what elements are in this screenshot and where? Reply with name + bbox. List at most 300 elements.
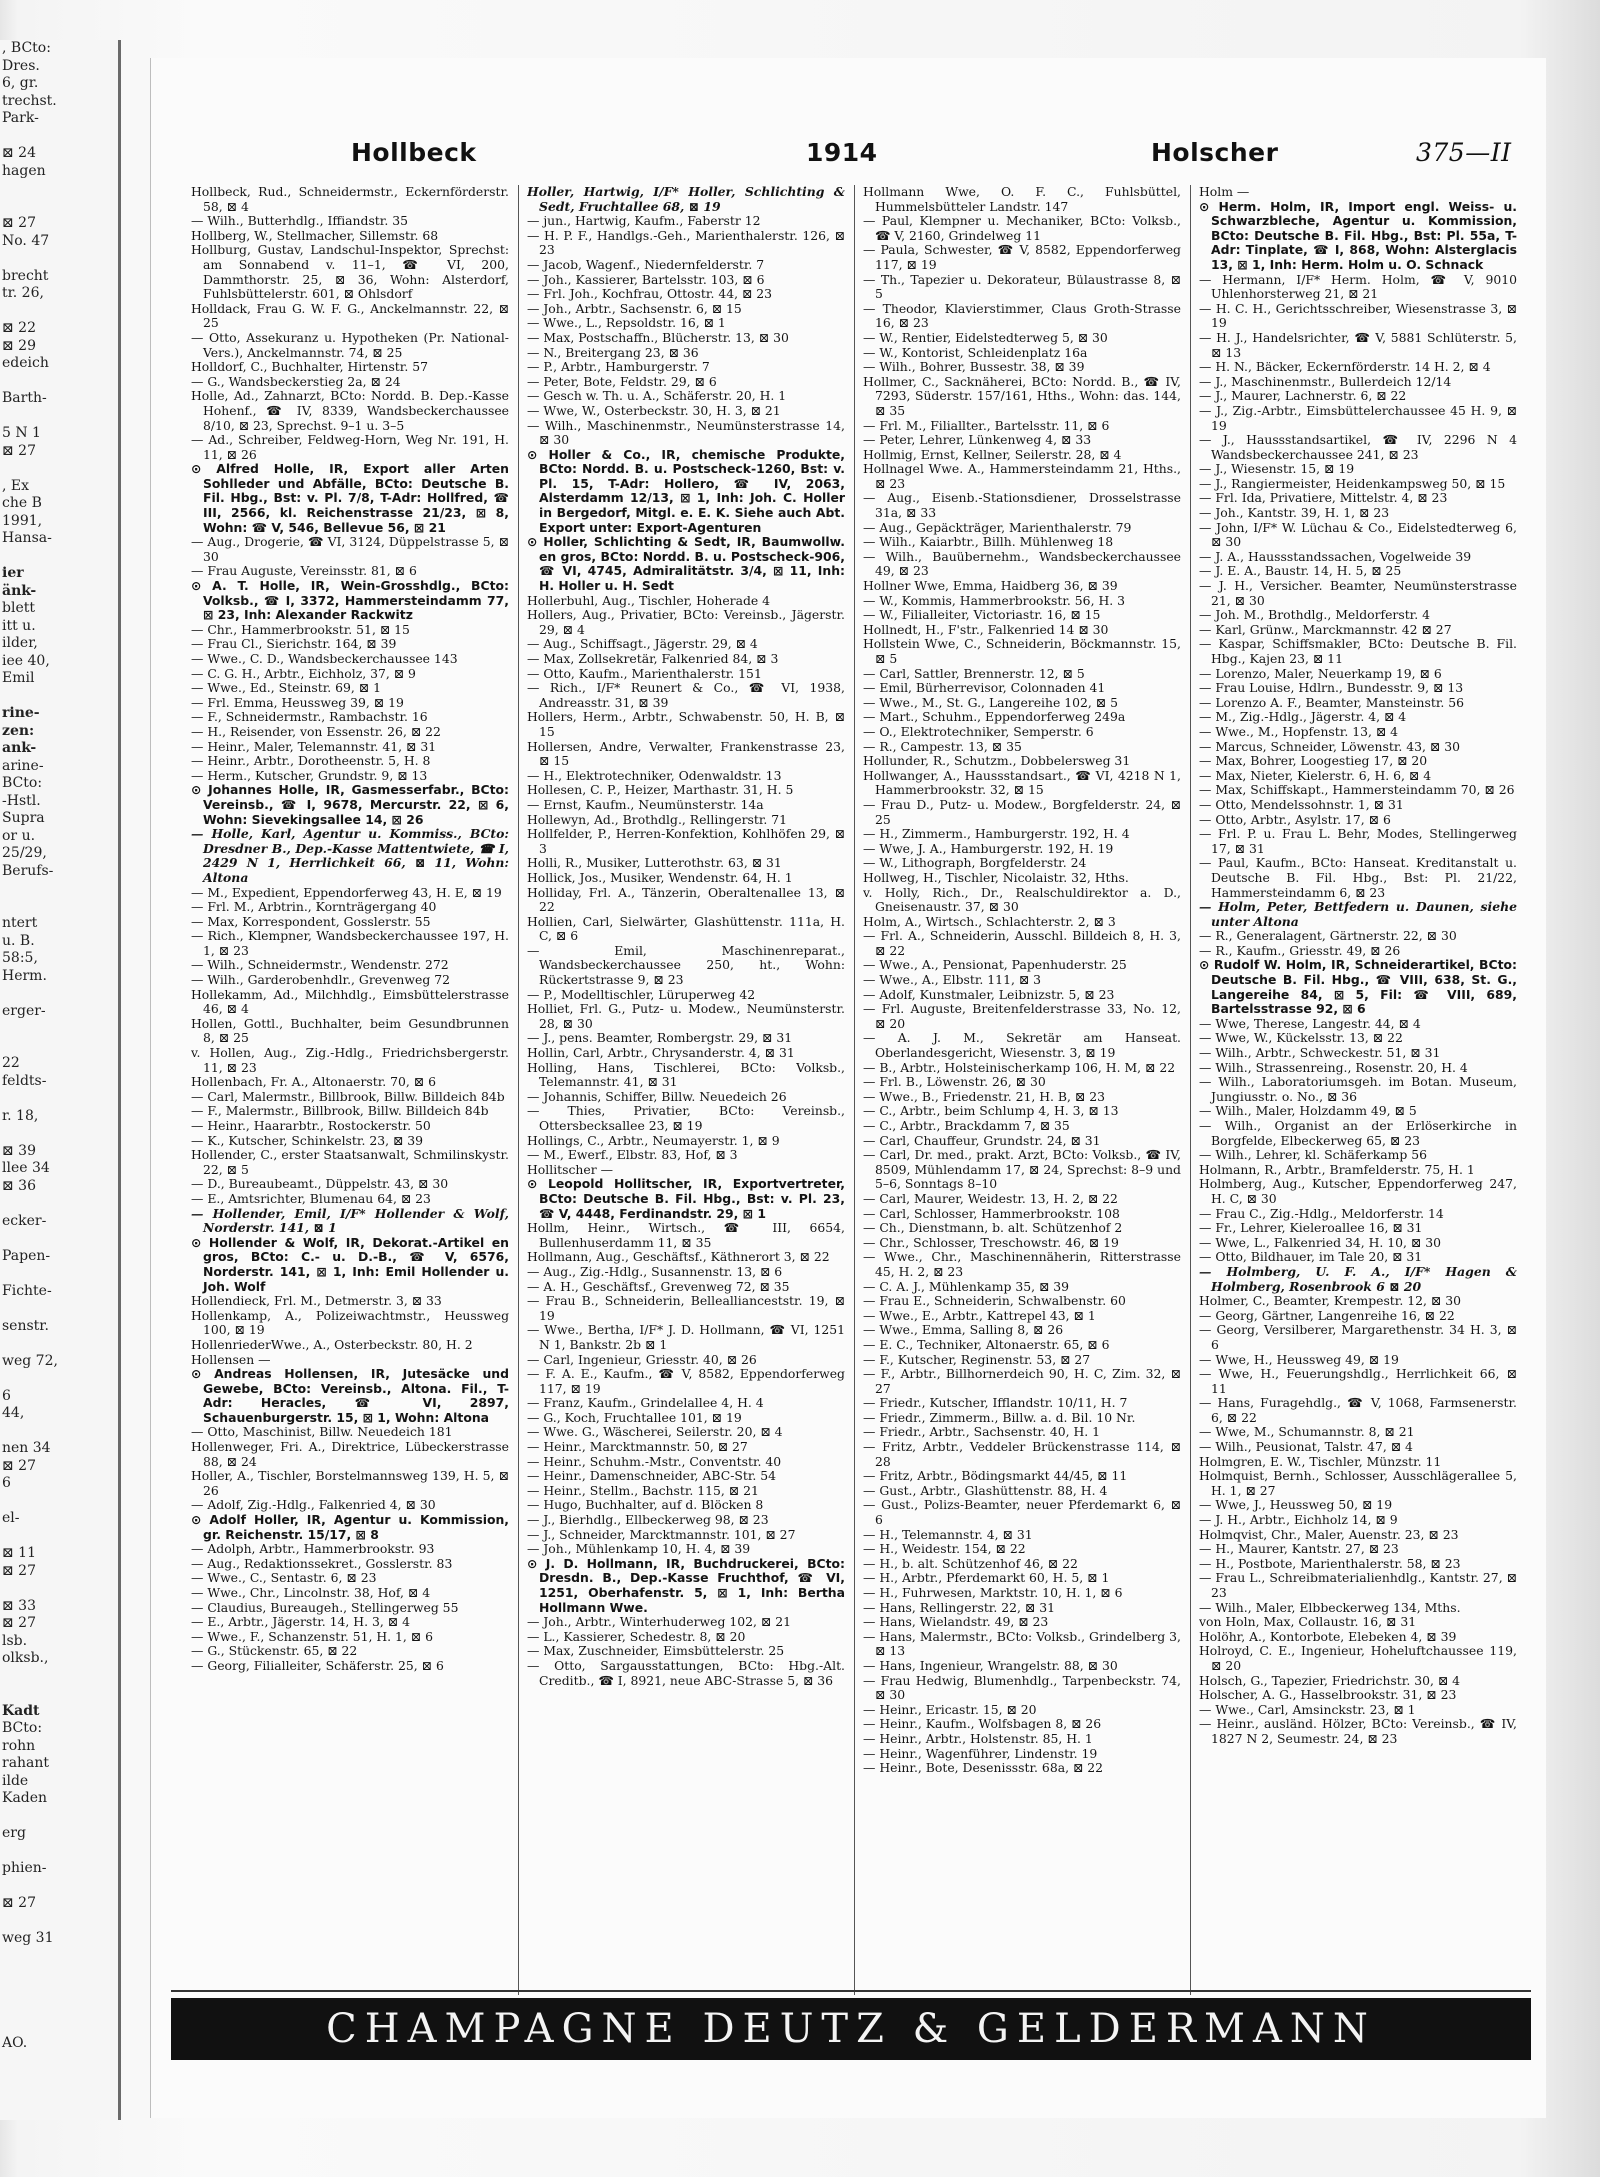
directory-entry: — Wwe., A., Elbstr. 111, ⊠ 3 <box>863 972 1042 988</box>
directory-entry: — Wwe, J., Heussweg 50, ⊠ 19 <box>1199 1497 1393 1513</box>
facing-page-fragment: hagen <box>2 162 46 179</box>
directory-entry: Holm — <box>1199 185 1250 199</box>
facing-page-fragment: erg <box>2 1825 26 1841</box>
directory-entry: Holmquist, Bernh., Schlosser, Ausschlägerallee 5, H. 1, ⊠ 27 <box>1199 1468 1517 1498</box>
directory-entry: — Otto, Mendelssohnstr. 1, ⊠ 31 <box>1199 796 1404 812</box>
directory-entry: — C., Arbtr., Brackdamm 7, ⊠ 35 <box>863 1118 1070 1133</box>
directory-entry: — Wwe., F., Schanzenstr. 51, H. 1, ⊠ 6 <box>191 1628 433 1644</box>
directory-entry: — Wwe, H., Heussweg 49, ⊠ 19 <box>1199 1351 1399 1367</box>
directory-entry: — J., Maurer, Lachnerstr. 6, ⊠ 22 <box>1199 388 1407 404</box>
directory-entry: ⊙ Holler, Schlichting & Sedt, IR, Baumwollw. en gros, BCto: Nordd. B. u. Postscheck-906, ☎ VI, 4745, Admiralitätstr. 3/4, ⊠ 11, Inh: H. Holler u. H. Sedt <box>527 534 845 594</box>
directory-entry: — Heinr., Wagenführer, Lindenstr. 19 <box>863 1745 1098 1761</box>
facing-page-fragment: erger- <box>2 1002 46 1019</box>
facing-page-fragment <box>0 1685 118 1703</box>
directory-entry: Holli, R., Musiker, Lutterothstr. 63, ⊠ 31 <box>527 855 782 871</box>
directory-entry: — H., Zimmerm., Hamburgerstr. 192, H. 4 <box>863 826 1130 842</box>
directory-entry: Holldorf, C., Buchhalter, Hirtenstr. 57 <box>191 359 428 375</box>
facing-page-fragment: ier <box>2 565 24 581</box>
directory-entry: — Heinr., Ericastr. 15, ⊠ 20 <box>863 1701 1037 1717</box>
facing-page-fragment <box>0 1300 118 1318</box>
facing-page-fragment: itt u. <box>2 617 36 634</box>
directory-entry: Holroyd, C. E., Ingenieur, Hoheluftchaussee 119, ⊠ 20 <box>1199 1643 1517 1673</box>
directory-entry: — Claudius, Bureaugeh., Stellingerweg 55 <box>191 1599 459 1615</box>
facing-page-fragment <box>0 548 118 566</box>
directory-entry: — Wilh., Lehrer, kl. Schäferkamp 56 <box>1199 1147 1428 1163</box>
directory-entry: — Wwe., Ed., Steinstr. 69, ⊠ 1 <box>191 680 381 696</box>
directory-entry: — Wwe., Bertha, I/F* J. D. Hollmann, ☎ VI, 1251 N 1, Bankstr. 2b ⊠ 1 <box>527 1322 845 1352</box>
directory-entry: — Wwe, W., Kückelsstr. 13, ⊠ 22 <box>1199 1030 1403 1046</box>
directory-entry: — Otto, Arbtr., Asylstr. 17, ⊠ 6 <box>1199 811 1391 827</box>
directory-entry: — Carl, Maurer, Weidestr. 13, H. 2, ⊠ 22 <box>863 1190 1118 1206</box>
directory-entry: ⊙ A. T. Holle, IR, Wein-Grosshdlg., BCto: Volksb., ☎ I, 3372, Hammersteindamm 77, ⊠ 23, Inh: Alexander Rackwitz <box>191 578 509 623</box>
directory-entry: — Aug., Zig.-Hdlg., Susannenstr. 13, ⊠ 6 <box>527 1263 783 1279</box>
page-number: 375—II <box>1416 138 1512 167</box>
directory-entry: ⊙ Johannes Holle, IR, Gasmesserfabr., BCto: Vereinsb., ☎ I, 9678, Mercurstr. 22, ⊠ 6, Wohn: Sievekingsallee 14, ⊠ 26 <box>191 782 509 827</box>
facing-page-fragment: Fichte- <box>2 1282 52 1299</box>
directory-entry: — Max, Bohrer, Loogestieg 17, ⊠ 20 <box>1199 753 1428 769</box>
facing-page-fragment <box>0 1913 118 1931</box>
directory-entry: — Carl, Chauffeur, Grundstr. 24, ⊠ 31 <box>863 1132 1101 1148</box>
directory-entry: — Max, Nieter, Kielerstr. 6, H. 6, ⊠ 4 <box>1199 767 1432 783</box>
directory-entry: — Wilh., Butterhdlg., Iffiandstr. 35 <box>191 213 408 229</box>
facing-page-fragment <box>0 1493 118 1511</box>
directory-entry: Hollmann Wwe, O. F. C., Fuhlsbüttel, Hummelsbütteler Landstr. 147 <box>863 185 1181 214</box>
directory-entry: — Wwe, W., Osterbeckstr. 30, H. 3, ⊠ 21 <box>527 402 781 418</box>
directory-entry: — Heinr., Schuhm.-Mstr., Conventstr. 40 <box>527 1453 782 1469</box>
directory-entry: — Frl. P. u. Frau L. Behr, Modes, Stellingerweg 17, ⊠ 31 <box>1199 826 1517 856</box>
directory-entry: — Adolph, Arbtr., Hammerbrookstr. 93 <box>191 1541 435 1557</box>
facing-page-fragment <box>0 1528 118 1546</box>
directory-entry: — H., Elektrotechniker, Odenwaldstr. 13 <box>527 767 782 783</box>
facing-page-fragment: AO. <box>2 2035 28 2051</box>
directory-entry: — Otto, Kaufm., Marienthalerstr. 151 <box>527 665 762 681</box>
directory-entry: — Paul, Kaufm., BCto: Hanseat. Kreditanstalt u. Deutsche B. Fil. Hbg., Bst: Pl. 21/22, Hammersteindamm 6, ⊠ 23 <box>1199 855 1517 900</box>
directory-entry: — G., Koch, Fruchtallee 101, ⊠ 19 <box>527 1409 742 1425</box>
directory-entry: — F., Arbtr., Billhornerdeich 90, H. C, Zim. 32, ⊠ 27 <box>863 1366 1181 1396</box>
directory-entry: HollenriederWwe., A., Osterbeckstr. 80, H. 2 <box>191 1336 473 1352</box>
facing-page-fragment <box>0 408 118 426</box>
directory-entry: — Wwe., E., Arbtr., Kattrepel 43, ⊠ 1 <box>863 1307 1096 1323</box>
facing-page-fragment: Herm. <box>2 967 47 984</box>
directory-entry: — Joh., Mühlenkamp 10, H. 4, ⊠ 39 <box>527 1541 751 1557</box>
facing-page-fragment: ecker- <box>2 1212 47 1229</box>
directory-entry: — J., Rangiermeister, Heidenkampsweg 50, ⊠ 15 <box>1199 475 1506 491</box>
running-header <box>151 138 1546 178</box>
directory-entry: — Frl. Auguste, Breitenfelderstrasse 33, No. 12, ⊠ 20 <box>863 1001 1181 1031</box>
directory-entry: — Adolf, Kunstmaler, Leibnizstr. 5, ⊠ 23 <box>863 986 1115 1002</box>
facing-page-fragment: ⊠ 27 <box>2 1615 36 1631</box>
facing-page-fragment <box>0 1948 118 1966</box>
facing-page-fragment: r. 18, <box>2 1107 39 1124</box>
facing-page-fragment: Hansa- <box>2 530 52 546</box>
directory-entry: ⊙ Andreas Hollensen, IR, Jutesäcke und Gewebe, BCto: Vereinsb., Altona. Fil., T-Adr: Heracles, ☎ VI, 2897, Schauenburgerstr. 15, ⊠ 1, Wohn: Altona <box>191 1366 509 1425</box>
directory-entry: — P., Modelltischler, Lüruperweg 42 <box>527 986 756 1002</box>
facing-page-fragment: tr. 26, <box>2 285 44 301</box>
facing-page-fragment: 6 <box>2 1387 11 1404</box>
directory-entry: — W., Kontorist, Schleidenplatz 16a <box>863 344 1088 360</box>
directory-entry: — Peter, Lehrer, Lünkenweg 4, ⊠ 33 <box>863 432 1092 448</box>
directory-entry: — K., Kutscher, Schinkelstr. 23, ⊠ 39 <box>191 1132 424 1148</box>
facing-page-fragment: , Ex <box>2 477 30 494</box>
directory-entry: — H., Reisender, von Essenstr. 26, ⊠ 22 <box>191 723 441 739</box>
directory-entry: — Joh., Arbtr., Sachsenstr. 6, ⊠ 15 <box>527 300 742 316</box>
directory-entry: — H. P. F., Handlgs.-Geh., Marienthalerstr. 126, ⊠ 23 <box>527 227 845 258</box>
advertisement-banner: CHAMPAGNE DEUTZ & GELDERMANN <box>171 1998 1531 2060</box>
directory-entry: — Frl. M., Filiallter., Bartelsstr. 11, ⊠ 6 <box>863 417 1110 433</box>
directory-entry: — Frau B., Schneiderin, Belleallianceststr. 19, ⊠ 19 <box>527 1293 845 1323</box>
directory-entry: — Frau C., Zig.-Hdlg., Meldorferstr. 14 <box>1199 1205 1444 1221</box>
directory-entry: — Wilh., Organist an der Erlöserkirche in Borgfelde, Elbeckerweg 65, ⊠ 23 <box>1199 1118 1517 1148</box>
directory-entry: — Ad., Schreiber, Feldweg-Horn, Weg Nr. 191, H. 11, ⊠ 26 <box>191 432 509 462</box>
directory-entry: — D., Bureaubeamt., Düppelstr. 43, ⊠ 30 <box>191 1176 449 1192</box>
directory-entry: — Aug., Gepäckträger, Marienthalerstr. 79 <box>863 519 1132 535</box>
directory-entry: Hollitscher — <box>527 1161 613 1177</box>
facing-page-fragment: ilde <box>2 1772 29 1789</box>
column-divider <box>518 185 519 1995</box>
directory-entry: — John, I/F* W. Lüchau & Co., Eidelstedterweg 6, ⊠ 30 <box>1199 519 1517 550</box>
directory-entry: — J., pens. Beamter, Rombergstr. 29, ⊠ 31 <box>527 1030 793 1046</box>
directory-entry: — Kaspar, Schiffsmakler, BCto: Deutsche B. Fil. Hbg., Kajen 23, ⊠ 11 <box>1199 636 1517 666</box>
directory-entry: — Fr., Lehrer, Kieleroallee 16, ⊠ 31 <box>1199 1220 1423 1236</box>
directory-entry: — Wwe., L., Repsoldstr. 16, ⊠ 1 <box>527 315 726 331</box>
facing-page-fragment: 6 <box>2 1475 11 1491</box>
facing-page-fragment <box>0 1983 118 2001</box>
facing-page-fragment: Berufs- <box>2 862 54 879</box>
directory-entry: — W., Lithograph, Borgfelderstr. 24 <box>863 855 1087 871</box>
directory-entry: — Carl, Dr. med., prakt. Arzt, BCto: Volksb., ☎ IV, 8509, Mühlendamm 17, ⊠ 24, Sprechst: 8–9 und 5–6, Sonntags 8–10 <box>863 1147 1181 1192</box>
directory-entry: — H., b. alt. Schützenhof 46, ⊠ 22 <box>863 1555 1078 1571</box>
directory-entry: Holmer, C., Beamter, Krempestr. 12, ⊠ 30 <box>1199 1293 1461 1309</box>
facing-page-fragment: rine- <box>2 705 40 721</box>
directory-entry: — H., Postbote, Marienthalerstr. 58, ⊠ 23 <box>1199 1555 1461 1571</box>
directory-entry: — Frau D., Putz- u. Modew., Borgfelderstr. 24, ⊠ 25 <box>863 796 1181 827</box>
directory-entry: — J., Zig.-Arbtr., Eimsbüttelerchaussee 45 H. 9, ⊠ 19 <box>1199 402 1517 433</box>
directory-entry: — A. J. M., Sekretär am Hanseat. Oberlandesgericht, Wiesenstr. 3, ⊠ 19 <box>863 1030 1181 1061</box>
directory-entry: Holmqvist, Chr., Maler, Auenstr. 23, ⊠ 23 <box>1199 1526 1459 1542</box>
directory-entry: — Wwe. G., Wäscherei, Seilerstr. 20, ⊠ 4 <box>527 1424 783 1440</box>
directory-entry: — N., Breitergang 23, ⊠ 36 <box>527 344 699 360</box>
directory-entry: — Hugo, Buchhalter, auf d. Blöcken 8 <box>527 1497 764 1513</box>
facing-page-fragment: 5 N 1 <box>2 425 41 441</box>
directory-entry: — C. A. J., Mühlenkamp 35, ⊠ 39 <box>863 1278 1070 1294</box>
directory-entry: — H., Fuhrwesen, Marktstr. 10, H. 1, ⊠ 6 <box>863 1585 1123 1600</box>
facing-page-fragment: weg 31 <box>2 1930 54 1946</box>
directory-entry: — P., Arbtr., Hamburgerstr. 7 <box>527 359 710 375</box>
facing-page-fragment <box>0 985 118 1003</box>
facing-page-fragment: zen: <box>2 722 35 739</box>
directory-entry: Hollenkamp, A., Polizeiwachtmstr., Heussweg 100, ⊠ 19 <box>191 1307 509 1338</box>
directory-entry: — Heinr., Haararbtr., Rostockerstr. 50 <box>191 1118 431 1133</box>
directory-entry: — Joh., Kassierer, Bartelsstr. 103, ⊠ 6 <box>527 271 765 287</box>
directory-entry: — M., Expedient, Eppendorferweg 43, H. E, ⊠ 19 <box>191 884 502 900</box>
directory-entry: — J., Haussstandsartikel, ☎ IV, 2296 N 4 Wandsbeckerchaussee 241, ⊠ 23 <box>1199 432 1517 462</box>
directory-entry: — Holm, Peter, Bettfedern u. Daunen, siehe unter Altona <box>1199 899 1517 929</box>
directory-entry: — H., Arbtr., Pferdemarkt 60, H. 5, ⊠ 1 <box>863 1570 1110 1586</box>
directory-entry: — Heinr., ausländ. Hölzer, BCto: Vereinsb., ☎ IV, 1827 N 2, Seumestr. 24, ⊠ 23 <box>1199 1716 1517 1746</box>
facing-page-fragment <box>0 128 118 146</box>
directory-entry: — Th., Tapezier u. Dekorateur, Bülaustrasse 8, ⊠ 5 <box>863 271 1181 302</box>
facing-page-fragment: olksb., <box>2 1650 49 1666</box>
directory-entry: Holling, Hans, Tischlerei, BCto: Volksb., Telemannstr. 41, ⊠ 31 <box>527 1059 845 1090</box>
directory-entry: — Heinr., Bote, Desenissstr. 68a, ⊠ 22 <box>863 1760 1104 1776</box>
directory-entry: ⊙ Adolf Holler, IR, Agentur u. Kommission, gr. Reichenstr. 15/17, ⊠ 8 <box>191 1512 509 1542</box>
directory-entry: Hollmer, C., Sacknäherei, BCto: Nordd. B., ☎ IV, 7293, Süderstr. 157/161, Hths., Wohn: das. 144, ⊠ 35 <box>863 373 1181 418</box>
facing-page-fragment: Park- <box>2 110 39 126</box>
directory-entry: Holöhr, A., Kontorbote, Elebeken 4, ⊠ 39 <box>1199 1628 1457 1644</box>
facing-page-fragment: lsb. <box>2 1632 28 1649</box>
facing-page-fragment: llee 34 <box>2 1160 50 1176</box>
facing-page-fragment: el- <box>2 1510 20 1526</box>
facing-page-fragment <box>0 1965 118 1983</box>
directory-entry: — Aug., Drogerie, ☎ VI, 3124, Düppelstrasse 5, ⊠ 30 <box>191 534 509 564</box>
directory-entry: — Carl, Schlosser, Hammerbrookstr. 108 <box>863 1205 1120 1221</box>
facing-page-fragment: Dres. <box>2 57 40 74</box>
directory-entry: — Wwe., C., Sentastr. 6, ⊠ 23 <box>191 1570 377 1586</box>
directory-entry: ⊙ Hollender & Wolf, IR, Dekorat.-Artikel en gros, BCto: C.- u. D.-B., ☎ V, 6576, Norderstr. 141, ⊠ 1, Inh: Emil Hollender u. Joh. Wolf <box>191 1234 509 1294</box>
directory-entry: — Carl, Sattler, Brennerstr. 12, ⊠ 5 <box>863 665 1085 681</box>
directory-entry: — H., Telemannstr. 4, ⊠ 31 <box>863 1526 1033 1542</box>
directory-entry: — Frau Auguste, Vereinsstr. 81, ⊠ 6 <box>191 563 417 579</box>
facing-page-fragment: 1991, <box>2 512 43 529</box>
facing-page-fragment: ⊠ 27 <box>2 1562 36 1579</box>
facing-page-fragment <box>0 898 118 916</box>
directory-entry: — Aug., Redaktionssekret., Gosslerstr. 83 <box>191 1555 453 1571</box>
directory-entry: Hollersen, Andre, Verwalter, Frankenstrasse 23, ⊠ 15 <box>527 738 845 769</box>
directory-entry: — Wwe., Emma, Salling 8, ⊠ 26 <box>863 1322 1064 1338</box>
directory-entry: — W., Rentier, Eidelstedterweg 5, ⊠ 30 <box>863 329 1108 345</box>
facing-page-fragment <box>0 1125 118 1143</box>
directory-entry: — Fritz, Arbtr., Veddeler Brückenstrasse 114, ⊠ 28 <box>863 1439 1181 1469</box>
directory-entry: — Wwe., Chr., Maschinennäherin, Ritterstrasse 45, H. 2, ⊠ 23 <box>863 1249 1181 1279</box>
directory-entry: — Thies, Privatier, BCto: Vereinsb., Ottersbecksallee 23, ⊠ 19 <box>527 1103 845 1133</box>
directory-entry: — Wilh., Peusionat, Talstr. 47, ⊠ 4 <box>1199 1439 1413 1455</box>
directory-entry: — Wwe, J. A., Hamburgerstr. 192, H. 19 <box>863 840 1114 856</box>
facing-page-fragment <box>0 1808 118 1826</box>
directory-entry: — Wilh., Strassenreing., Rosenstr. 20, H. 4 <box>1199 1059 1468 1075</box>
directory-entry: — R., Generalagent, Gärtnerstr. 22, ⊠ 30 <box>1199 928 1457 944</box>
directory-entry: Hollick, Jos., Musiker, Wendenstr. 64, H. 1 <box>527 869 793 885</box>
directory-entry: — Wwe., M., St. G., Langereihe 102, ⊠ 5 <box>863 694 1118 710</box>
directory-entry: — J. H., Versicher. Beamter, Neumünsterstrasse 21, ⊠ 30 <box>1199 578 1517 608</box>
directory-entry: — Joh., Kantstr. 39, H. 1, ⊠ 23 <box>1199 505 1390 521</box>
directory-entry: — Frl. Joh., Kochfrau, Ottostr. 44, ⊠ 23 <box>527 286 773 302</box>
directory-entry: — Hans, Wielandstr. 49, ⊠ 23 <box>863 1614 1049 1630</box>
directory-entry: — Georg, Filialleiter, Schäferstr. 25, ⊠ 6 <box>191 1657 444 1673</box>
directory-entry: — Hans, Ingenieur, Wrangelstr. 88, ⊠ 30 <box>863 1657 1118 1673</box>
directory-entry: Hollesen, C. P., Heizer, Marthastr. 31, H. 5 <box>527 782 794 798</box>
facing-page-fragment: ⊠ 27 <box>2 442 36 459</box>
directory-entry: — R., Campestr. 13, ⊠ 35 <box>863 738 1022 754</box>
directory-entry: — Frl. Ida, Privatiere, Mittelstr. 4, ⊠ 23 <box>1199 490 1448 506</box>
facing-page-fragment: edeich <box>2 355 49 371</box>
directory-entry: Hollburg, Gustav, Landschul-Inspektor, Sprechst: am Sonnabend v. 11–1, ☎ VI, 200, Dammthorstr. 25, ⊠ 36, Wohn: Alsterdorf, Fuhlsbüttelerstr. 601, ⊠ Ohlsdorf <box>191 242 509 302</box>
facing-page-fragment: 44, <box>2 1405 25 1421</box>
directory-entry: — Wilh., Bohrer, Bussestr. 38, ⊠ 39 <box>863 359 1085 375</box>
directory-entry: — F., Kutscher, Reginenstr. 53, ⊠ 27 <box>863 1351 1091 1367</box>
facing-page-fragment <box>0 880 118 898</box>
directory-entry: — F., Malermstr., Billbrook, Billw. Billdeich 84b <box>191 1103 489 1119</box>
directory-entry: Hollner Wwe, Emma, Haidberg 36, ⊠ 39 <box>863 578 1118 594</box>
directory-entry: Hollunder, R., Schutzm., Dobbelersweg 31 <box>863 753 1131 769</box>
facing-page-fragment <box>0 1195 118 1213</box>
directory-entry: — Hermann, I/F* Herm. Holm, ☎ V, 9010 Uhlenhorsterweg 21, ⊠ 21 <box>1199 271 1517 302</box>
directory-entry: Holmann, R., Arbtr., Bramfelderstr. 75, H. 1 <box>1199 1161 1475 1177</box>
directory-entry: — Wilh., Bauübernehm., Wandsbeckerchaussee 49, ⊠ 23 <box>863 548 1181 579</box>
directory-entry: Holle, Ad., Zahnarzt, BCto: Nordd. B. Dep.-Kasse Hohenf., ☎ IV, 8339, Wandsbeckerchaussee 8/10, ⊠ 23, Sprechst. 9–1 u. 3–5 <box>191 388 509 433</box>
facing-page-fragment: BCto: <box>2 1720 43 1736</box>
directory-entry: — E., Amtsrichter, Blumenau 64, ⊠ 23 <box>191 1190 431 1206</box>
directory-entry: — Max, Schiffskapt., Hammersteindamm 70, ⊠ 26 <box>1199 782 1515 798</box>
directory-entry: — Wwe., C. D., Wandsbeckerchaussee 143 <box>191 651 458 666</box>
directory-entry: — J., Bierhdlg., Ellbeckerweg 98, ⊠ 23 <box>527 1512 769 1528</box>
facing-page-fragment: 6, gr. <box>2 75 39 91</box>
directory-entry: — Otto, Bildhauer, im Tale 20, ⊠ 31 <box>1199 1249 1423 1265</box>
directory-entry: — L., Kassierer, Schedestr. 8, ⊠ 20 <box>527 1628 746 1644</box>
header-last-name: Holscher <box>1151 138 1279 167</box>
directory-entry: — Chr., Hammerbrookstr. 51, ⊠ 15 <box>191 621 410 637</box>
facing-page-fragment: ank- <box>2 740 37 756</box>
facing-page-fragment: trechst. <box>2 92 57 109</box>
directory-entry: — O., Elektrotechniker, Semperstr. 6 <box>863 723 1094 739</box>
facing-page-fragment: änk- <box>2 582 37 599</box>
facing-page-fragment: Kadt <box>2 1702 40 1719</box>
directory-entry: — Chr., Schlosser, Treschowstr. 46, ⊠ 19 <box>863 1234 1119 1250</box>
directory-entry: Holldack, Frau G. W. F. G., Anckelmannstr. 22, ⊠ 25 <box>191 300 509 331</box>
directory-entry: — H. C. H., Gerichtsschreiber, Wiesenstrasse 3, ⊠ 19 <box>1199 300 1517 331</box>
directory-entry: — Heinr., Marcktmannstr. 50, ⊠ 27 <box>527 1439 748 1455</box>
facing-page-fragment <box>0 250 118 268</box>
directory-entry: — J. A., Haussstandssachen, Vogelweide 39 <box>1199 548 1472 564</box>
facing-page-fragment <box>0 1878 118 1896</box>
directory-entry: — Wwe., Carl, Amsinckstr. 23, ⊠ 1 <box>1199 1701 1416 1717</box>
directory-entry: — Friedr., Kutscher, Ifflandstr. 10/11, H. 7 <box>863 1395 1128 1411</box>
directory-entry: — M., Ewerf., Elbstr. 83, Hof, ⊠ 3 <box>527 1147 738 1163</box>
facing-page-fragment: blett <box>2 600 35 616</box>
directory-entry: v. Holly, Rich., Dr., Realschuldirektor a. D., Gneisenaustr. 37, ⊠ 30 <box>863 884 1181 915</box>
directory-entry: — Peter, Bote, Feldstr. 29, ⊠ 6 <box>527 373 717 389</box>
directory-entry: — Gust., Polizs-Beamter, neuer Pferdemarkt 6, ⊠ 6 <box>863 1497 1181 1528</box>
directory-entry: — Max, Zollsekretär, Falkenried 84, ⊠ 3 <box>527 651 779 666</box>
directory-entry: — Hollender, Emil, I/F* Hollender & Wolf, Norderstr. 141, ⊠ 1 <box>191 1205 509 1236</box>
directory-entry: — J., Maschinenmstr., Bullerdeich 12/14 <box>1199 373 1452 389</box>
directory-entry: — W., Filialleiter, Victoriastr. 16, ⊠ 15 <box>863 607 1101 623</box>
facing-page-fragment: BCto: <box>2 775 43 791</box>
facing-page-fragment: ⊠ 11 <box>2 1545 36 1561</box>
facing-page-fragment: or u. <box>2 827 36 844</box>
directory-entry: — Georg, Versilberer, Margarethenstr. 34 H. 3, ⊠ 6 <box>1199 1322 1517 1352</box>
directory-entry: — Wilh., Arbtr., Schweckestr. 51, ⊠ 31 <box>1199 1045 1441 1061</box>
directory-entry: — Wwe, M., Schumannstr. 8, ⊠ 21 <box>1199 1424 1415 1440</box>
directory-entry: Hollm, Heinr., Wirtsch., ☎ III, 6654, Bullenhuserdamm 11, ⊠ 35 <box>527 1220 845 1250</box>
directory-entry: — Wilh., Kaiarbtr., Billh. Mühlenweg 18 <box>863 534 1114 550</box>
facing-page-fragment: No. 47 <box>2 232 50 249</box>
directory-entry: — Rich., I/F* Reunert & Co., ☎ VI, 1938, Andreasstr. 31, ⊠ 39 <box>527 680 845 710</box>
directory-entry: — Paul, Klempner u. Mechaniker, BCto: Volksb., ☎ V, 2160, Grindelweg 11 <box>863 213 1181 243</box>
directory-entry: Hollweg, H., Tischler, Nicolaistr. 32, Hths. <box>863 869 1129 885</box>
facing-page-fragment: Barth- <box>2 390 47 406</box>
directory-entry: — Rich., Klempner, Wandsbeckerchaussee 197, H. 1, ⊠ 23 <box>191 928 509 958</box>
directory-entry: Hollstein Wwe, C., Schneiderin, Böckmannstr. 15, ⊠ 5 <box>863 636 1181 666</box>
facing-page-fragment <box>0 1580 118 1598</box>
directory-entry: — G., Stückenstr. 65, ⊠ 22 <box>191 1643 358 1659</box>
directory-entry: Holliday, Frl. A., Tänzerin, Oberaltenallee 13, ⊠ 22 <box>527 884 845 915</box>
directory-entry: — Heinr., Damenschneider, ABC-Str. 54 <box>527 1468 777 1484</box>
directory-entry: — Frl. M., Arbtrin., Kornträgergang 40 <box>191 899 437 915</box>
directory-entry: — Wilh., Maler, Holzdamm 49, ⊠ 5 <box>1199 1103 1417 1119</box>
directory-entry: — Adolf, Zig.-Hdlg., Falkenried 4, ⊠ 30 <box>191 1497 436 1513</box>
facing-page-fragment: u. B. <box>2 932 35 949</box>
directory-entry: Hollbeck, Rud., Schneidermstr., Eckernförderstr. 58, ⊠ 4 <box>191 185 509 214</box>
directory-entry: ⊙ Holler & Co., IR, chemische Produkte, BCto: Nordd. B. u. Postscheck-1260, Bst: v. Pl. 15, T-Adr: Hollero, ☎ IV, 2063, Alsterdamm 12/13, ⊠ 1, Inh: Joh. C. Holler in Bergedorf, Mitgl. e. E. K. Siehe auch Abt. Export unter: Export-Agenturen <box>527 446 845 535</box>
directory-entry: Holm, A., Wirtsch., Schlachterstr. 2, ⊠ 3 <box>863 913 1116 929</box>
directory-entry: — Hans, Malermstr., BCto: Volksb., Grindelberg 3, ⊠ 13 <box>863 1628 1181 1659</box>
directory-entry: — R., Kaufm., Griesstr. 49, ⊠ 26 <box>1199 942 1401 958</box>
directory-entry: Hollings, C., Arbtr., Neumayerstr. 1, ⊠ 9 <box>527 1132 780 1148</box>
facing-page-fragment: weg 72, <box>2 1352 58 1369</box>
directory-entry: — Frau Cl., Sierichstr. 164, ⊠ 39 <box>191 636 397 652</box>
banner-rule <box>171 1990 1531 1992</box>
directory-entry: — Friedr., Arbtr., Sachsenstr. 40, H. 1 <box>863 1424 1101 1440</box>
directory-entry: — Heinr., Arbtr., Dorotheenstr. 5, H. 8 <box>191 753 431 769</box>
facing-page-fragment <box>0 460 118 478</box>
facing-page-fragment <box>0 2000 118 2018</box>
directory-entry: — Jacob, Wagenf., Niedernfelderstr. 7 <box>527 256 765 272</box>
directory-entry: von Holn, Max, Collaustr. 16, ⊠ 31 <box>1199 1614 1417 1630</box>
directory-entry: ⊙ J. D. Hollmann, IR, Buchdruckerei, BCto: Dresdn. B., Dep.-Kasse Fruchthof, ☎ VI, 1251, Oberhafenstr. 5, ⊠ 1, Inh: Bertha Hollmann Wwe. <box>527 1555 845 1615</box>
facing-page-fragment: ntert <box>2 915 38 931</box>
facing-page-fragment: Kaden <box>2 1790 48 1806</box>
column-3 <box>863 185 1181 2005</box>
directory-entry: — Max, Postschaffn., Blücherstr. 13, ⊠ 30 <box>527 329 789 345</box>
directory-entry: — Max, Korrespondent, Gosslerstr. 55 <box>191 913 431 929</box>
directory-entry: Hollien, Carl, Sielwärter, Glashüttenstr. 111a, H. C, ⊠ 6 <box>527 913 845 944</box>
directory-entry: — A. H., Geschäftsf., Grevenweg 72, ⊠ 35 <box>527 1278 790 1294</box>
directory-entry: — Marcus, Schneider, Löwenstr. 43, ⊠ 30 <box>1199 738 1460 754</box>
facing-page-fragment: Emil <box>2 670 35 686</box>
directory-entry: Hollenweger, Fri. A., Direktrice, Lübeckerstrasse 88, ⊠ 24 <box>191 1439 509 1469</box>
facing-page-fragment: Papen- <box>2 1247 51 1264</box>
facing-page-fragment: senstr. <box>2 1317 49 1334</box>
directory-entry: Hollerbuhl, Aug., Tischler, Hoherade 4 <box>527 592 771 608</box>
directory-entry: Hollberg, W., Stellmacher, Sillemstr. 68 <box>191 227 439 243</box>
facing-page-fragment: iee 40, <box>2 652 50 669</box>
directory-entry: — Wwe, H., Feuerungshdlg., Herrlichkeit 66, ⊠ 11 <box>1199 1366 1517 1396</box>
directory-entry: — Otto, Assekuranz u. Hypotheken (Pr. National-Vers.), Anckelmannstr. 74, ⊠ 25 <box>191 329 509 360</box>
header-first-name: Hollbeck <box>351 138 477 167</box>
directory-entry: — Lorenzo, Maler, Neuerkamp 19, ⊠ 6 <box>1199 665 1442 681</box>
directory-entry: Hollin, Carl, Arbtr., Chrysanderstr. 4, ⊠ 31 <box>527 1045 795 1061</box>
directory-entry: — Franz, Kaufm., Grindelallee 4, H. 4 <box>527 1395 764 1411</box>
directory-entry: — Ch., Dienstmann, b. alt. Schützenhof 2 <box>863 1220 1123 1236</box>
directory-entry: — Frau Louise, Hdlrn., Bundesstr. 9, ⊠ 13 <box>1199 680 1464 696</box>
directory-entry: — Holle, Karl, Agentur u. Kommiss., BCto: Dresdner B., Dep.-Kasse Mattentwiete, ☎ I, 2429 N 1, Herrlichkeit 66, ⊠ 11, Wohn: Altona <box>191 826 509 885</box>
facing-page-fragment: arine- <box>2 757 44 774</box>
facing-page-fragment: ⊠ 27 <box>2 215 36 231</box>
directory-entry: ⊙ Herm. Holm, IR, Import engl. Weiss- u. Schwarzbleche, Agentur u. Kommission, BCto: Deutsche B. Fil. Hbg., Bst: Pl. 55a, T-Adr: Tinplate, ☎ I, 868, Wohn: Alsterglacis 13, ⊠ 1, Inh: Herm. Holm u. O. Schnack <box>1199 198 1517 272</box>
facing-page-fragment: ⊠ 27 <box>2 1457 36 1474</box>
directory-entry: — E. C., Techniker, Altonaerstr. 65, ⊠ 6 <box>863 1336 1110 1352</box>
directory-columns <box>191 185 1536 2005</box>
facing-page-fragment <box>0 1090 118 1108</box>
directory-entry: — Wwe., A., Pensionat, Papenhuderstr. 25 <box>863 957 1127 973</box>
directory-entry: Hollmig, Ernst, Kellner, Seilerstr. 28, ⊠ 4 <box>863 446 1122 462</box>
directory-entry: — H. J., Handelsrichter, ☎ V, 5881 Schlüterstr. 5, ⊠ 13 <box>1199 329 1517 360</box>
directory-entry: Hollenbach, Fr. A., Altonaerstr. 70, ⊠ 6 <box>191 1074 437 1090</box>
directory-entry: Holscher, A. G., Hasselbrookstr. 31, ⊠ 23 <box>1199 1687 1457 1703</box>
facing-page-fragment <box>0 1668 118 1686</box>
facing-page-fragment: ⊠ 39 <box>2 1142 36 1159</box>
directory-entry: — B., Arbtr., Holsteinischerkamp 106, H. M, ⊠ 22 <box>863 1059 1176 1075</box>
